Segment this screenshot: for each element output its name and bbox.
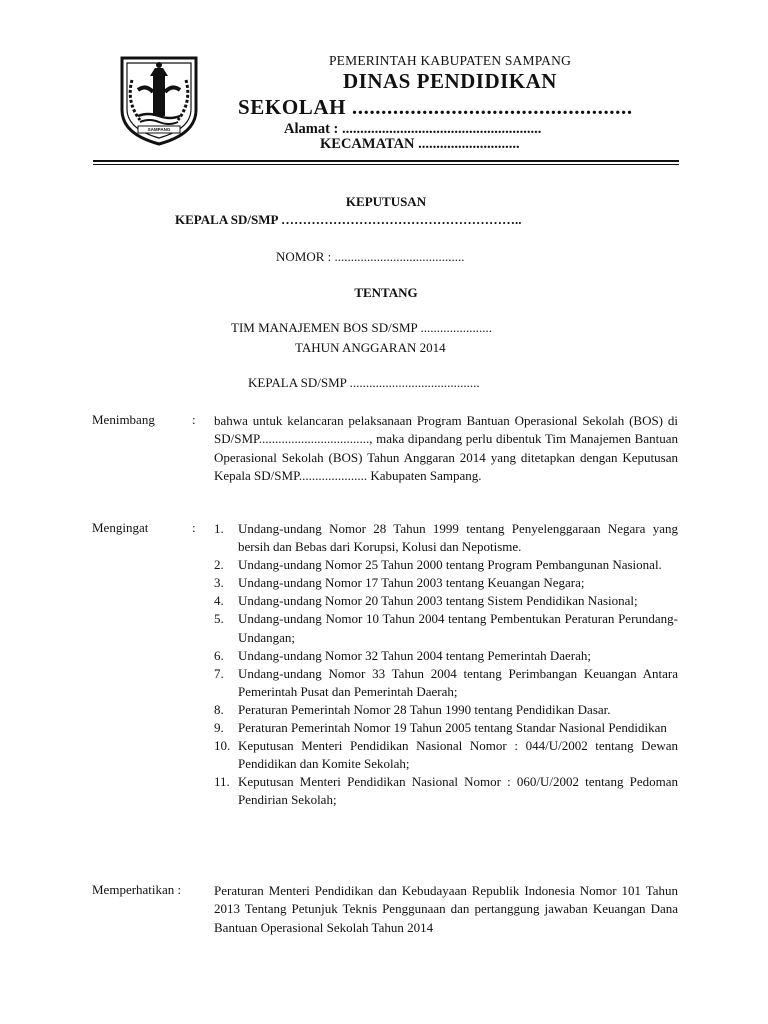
list-item: [214, 701, 678, 719]
list-item-text: Peraturan Pemerintah Nomor 19 Tahun 2005 tentang Standar Nasional Pendidikan: [238, 720, 667, 736]
list-item: [214, 610, 678, 646]
memperhatikan-text: Peraturan Menteri Pendidikan dan Kebudayaan Republik Indonesia Nomor 101 Tahun 2013 Tentang Petunjuk Teknis Penggunaan dan pertanggung jawaban Keuangan Dana Bantuan Operasional Sekolah Tahun 2014: [214, 883, 678, 935]
list-item: [214, 647, 678, 665]
decree-about-label: TENTANG: [354, 285, 418, 300]
school-name-line: SEKOLAH ................................................: [238, 95, 633, 119]
government-name: PEMERINTAH KABUPATEN SAMPANG: [328, 53, 572, 68]
sampang-coat-of-arms-logo: [116, 54, 202, 146]
decree-title: KEPUTUSAN: [345, 194, 427, 209]
list-item: [214, 574, 678, 592]
decree-number: NOMOR : ........................................: [276, 249, 465, 264]
menimbang-label: Menimbang: [92, 412, 155, 427]
list-item: [214, 773, 678, 809]
list-item: [214, 737, 678, 773]
list-item-text: Undang-undang Nomor 33 Tahun 2004 tentang Perimbangan Keuangan Antara Pemerintah Pusat dan Pemerintah Daerah;: [238, 665, 678, 699]
list-item-text: Keputusan Menteri Pendidikan Nasional Nomor : 060/U/2002 tentang Pedoman Pendirian Sekolah;: [238, 774, 678, 808]
list-item-text: Undang-undang Nomor 17 Tahun 2003 tentang Keuangan Negara;: [238, 575, 585, 591]
list-item-text: Peraturan Pemerintah Nomor 28 Tahun 1990 tentang Pendidikan Dasar.: [238, 701, 611, 717]
list-item-number: 4.: [214, 593, 224, 609]
decree-subject-line-2: TAHUN ANGGARAN 2014: [295, 340, 446, 355]
list-item-number: 11.: [214, 774, 230, 790]
list-item-text: Undang-undang Nomor 32 Tahun 2004 tentang Pemerintah Daerah;: [238, 647, 592, 663]
menimbang-text: bahwa untuk kelancaran pelaksanaan Program Bantuan Operasional Sekolah (BOS) di SD/SMP.................................., maka dipandang perlu dibentuk Tim Manajemen Bantuan Operasional Sekolah (BOS) Tahun Anggaran 2014 yang ditetapkan dengan Keputusan Kepala SD/SMP..................... Kabupaten Sampang.: [214, 413, 678, 483]
list-item-text: Undang-undang Nomor 25 Tahun 2000 tentang Program Pembangunan Nasional.: [238, 557, 662, 573]
list-item-number: 1.: [214, 521, 224, 536]
list-item-number: 7.: [214, 665, 224, 681]
list-item-text: Undang-undang Nomor 10 Tahun 2004 tentang Pembentukan Peraturan Perundang-Undangan;: [238, 611, 678, 645]
list-item-number: 6.: [214, 647, 224, 663]
district-line: KECAMATAN ............................: [320, 136, 520, 152]
logo-banner-text: SAMPANG: [147, 127, 171, 132]
list-item: [214, 592, 678, 610]
agency-name: DINAS PENDIDIKAN: [343, 69, 557, 93]
list-item-text: Keputusan Menteri Pendidikan Nasional Nomor : 044/U/2002 tentang Dewan Pendidikan dan Komite Sekolah;: [238, 738, 678, 772]
list-item-text: Undang-undang Nomor 28 Tahun 1999 tentang Penyelenggaraan Negara yang bersih dan Bebas dari Korupsi, Kolusi dan Nepotisme.: [238, 521, 678, 555]
list-item-number: 5.: [214, 611, 224, 627]
list-item: [214, 520, 678, 556]
menimbang-colon: :: [192, 412, 196, 427]
list-item-number: 10.: [214, 738, 231, 754]
list-item-number: 9.: [214, 720, 224, 736]
mengingat-list: [214, 520, 678, 810]
list-item-number: 8.: [214, 701, 224, 717]
list-item-number: 2.: [214, 557, 224, 573]
mengingat-colon: :: [192, 520, 196, 535]
decree-issuer: KEPALA SD/SMP ………………………………………………..: [175, 212, 522, 227]
list-item-number: 3.: [214, 575, 224, 591]
list-item: [214, 665, 678, 701]
decree-signer-line: KEPALA SD/SMP ........................................: [248, 375, 480, 390]
letterhead-divider-thin: [93, 164, 679, 165]
list-item: [214, 556, 678, 574]
letterhead-divider-thick: [93, 160, 679, 162]
mengingat-label: Mengingat: [92, 520, 149, 535]
address-line: Alamat : .......................................................: [284, 121, 542, 137]
list-item: [214, 719, 678, 737]
list-item-text: Undang-undang Nomor 20 Tahun 2003 tentang Sistem Pendidikan Nasional;: [238, 593, 638, 609]
memperhatikan-label: Memperhatikan :: [92, 882, 182, 897]
decree-subject-line-1: TIM MANAJEMEN BOS SD/SMP ......................: [231, 320, 492, 335]
